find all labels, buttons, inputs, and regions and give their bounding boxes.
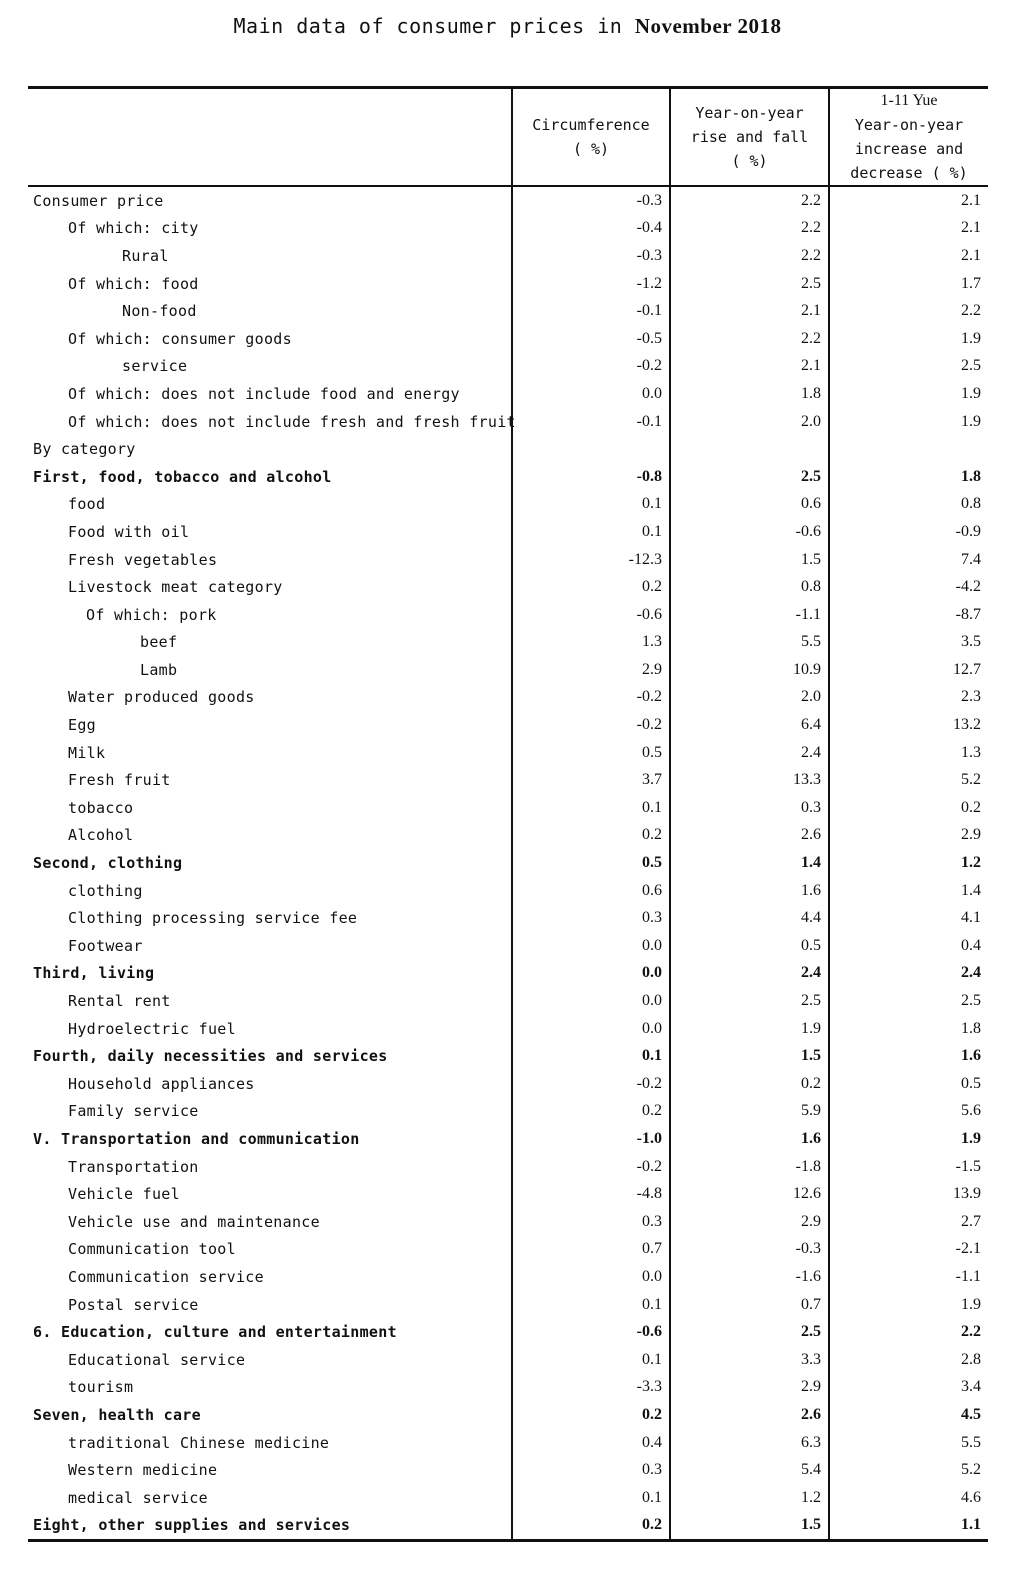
- cell-ytd-year-on-year: 2.3: [829, 684, 988, 712]
- cell-ytd-year-on-year: 5.2: [829, 1456, 988, 1484]
- row-label: food: [68, 495, 106, 514]
- cell-ytd-year-on-year: 1.8: [829, 463, 988, 491]
- cell-month-on-month: 0.3: [512, 1456, 670, 1484]
- cell-month-on-month: -3.3: [512, 1374, 670, 1402]
- row-label: Of which: does not include fresh and fresh fruit: [68, 412, 516, 431]
- cpi-table: [28, 86, 988, 1542]
- row-label: Fourth, daily necessities and services: [33, 1047, 388, 1066]
- cell-ytd-year-on-year: 1.7: [829, 270, 988, 298]
- header-month-on-month: [512, 88, 670, 187]
- row-label: Of which: city: [68, 219, 199, 238]
- row-label: Postal service: [68, 1295, 199, 1314]
- cell-year-on-year: 2.1: [670, 297, 829, 325]
- table-row: [28, 1346, 988, 1374]
- cell-ytd-year-on-year: -1.1: [829, 1263, 988, 1291]
- cell-year-on-year: 2.1: [670, 353, 829, 381]
- row-label: beef: [140, 633, 178, 652]
- cell-year-on-year: 1.6: [670, 877, 829, 905]
- cell-month-on-month: 0.2: [512, 1098, 670, 1126]
- header-line: ( %): [572, 140, 610, 158]
- table-row: [28, 380, 988, 408]
- row-label: Milk: [68, 743, 106, 762]
- cell-month-on-month: 0.1: [512, 491, 670, 519]
- cell-month-on-month: 0.1: [512, 1291, 670, 1319]
- cell-month-on-month: 0.2: [512, 1512, 670, 1541]
- cell-ytd-year-on-year: 2.4: [829, 960, 988, 988]
- cell-year-on-year: 2.2: [670, 186, 829, 215]
- row-label: V. Transportation and communication: [33, 1129, 360, 1148]
- cell-ytd-year-on-year: -0.9: [829, 518, 988, 546]
- cell-ytd-year-on-year: 13.2: [829, 711, 988, 739]
- row-label: tourism: [68, 1378, 134, 1397]
- cell-year-on-year: 2.2: [670, 325, 829, 353]
- cell-year-on-year: 2.4: [670, 739, 829, 767]
- cell-month-on-month: -0.4: [512, 215, 670, 243]
- row-label: Eight, other supplies and services: [28, 1512, 512, 1541]
- row-label: medical service: [68, 1488, 208, 1507]
- header-ytd-year-on-year: [829, 88, 988, 187]
- cell-ytd-year-on-year: 1.9: [829, 380, 988, 408]
- table-row: [28, 435, 988, 463]
- row-label: By category: [33, 440, 136, 459]
- table-row: [28, 1512, 988, 1541]
- cell-ytd-year-on-year: 1.8: [829, 1015, 988, 1043]
- header-line: Year-on-year: [854, 116, 964, 134]
- table-row: [28, 325, 988, 353]
- row-label: service: [122, 357, 188, 376]
- cell-month-on-month: -0.1: [512, 408, 670, 436]
- row-label: clothing: [68, 881, 143, 900]
- cell-year-on-year: [670, 435, 829, 463]
- table-row: [28, 822, 988, 850]
- row-label: Clothing processing service fee: [68, 909, 358, 928]
- cell-ytd-year-on-year: -8.7: [829, 601, 988, 629]
- cell-ytd-year-on-year: 5.2: [829, 766, 988, 794]
- table-header-row: [28, 88, 988, 187]
- cell-ytd-year-on-year: 5.6: [829, 1098, 988, 1126]
- cell-ytd-year-on-year: -1.5: [829, 1153, 988, 1181]
- cell-ytd-year-on-year: 2.2: [829, 297, 988, 325]
- cell-ytd-year-on-year: 1.3: [829, 739, 988, 767]
- cell-ytd-year-on-year: 2.7: [829, 1208, 988, 1236]
- cell-year-on-year: -0.6: [670, 518, 829, 546]
- table-row: [28, 186, 988, 215]
- row-label: Fresh vegetables: [68, 550, 218, 569]
- table-row: [28, 794, 988, 822]
- cell-month-on-month: -0.2: [512, 1153, 670, 1181]
- table-row: [28, 960, 988, 988]
- cell-ytd-year-on-year: 5.5: [829, 1429, 988, 1457]
- table-row: [28, 1291, 988, 1319]
- title-prefix: Main data of consumer prices in: [233, 14, 635, 38]
- row-label: First, food, tobacco and alcohol: [33, 467, 332, 486]
- row-label: Vehicle use and maintenance: [68, 1212, 320, 1231]
- header-line: decrease ( %): [850, 164, 968, 182]
- table-row: [28, 1153, 988, 1181]
- cell-month-on-month: 0.3: [512, 904, 670, 932]
- cell-month-on-month: 0.3: [512, 1208, 670, 1236]
- cell-month-on-month: 0.0: [512, 1263, 670, 1291]
- header-line: 1-11 Yue: [880, 92, 938, 109]
- row-label: Livestock meat category: [68, 578, 283, 597]
- cell-year-on-year: 0.8: [670, 573, 829, 601]
- cell-month-on-month: -4.8: [512, 1180, 670, 1208]
- row-label: Of which: pork: [86, 605, 217, 624]
- cell-year-on-year: 0.3: [670, 794, 829, 822]
- cell-year-on-year: 1.4: [670, 849, 829, 877]
- header-line: increase and: [854, 140, 964, 158]
- cell-month-on-month: -0.2: [512, 684, 670, 712]
- cell-year-on-year: 1.5: [670, 1042, 829, 1070]
- cell-ytd-year-on-year: -2.1: [829, 1236, 988, 1264]
- cell-month-on-month: -0.3: [512, 186, 670, 215]
- row-label: Vehicle fuel: [68, 1185, 180, 1204]
- table-row: [28, 1429, 988, 1457]
- table-row: [28, 629, 988, 657]
- cell-month-on-month: 0.0: [512, 380, 670, 408]
- cell-month-on-month: -0.6: [512, 601, 670, 629]
- cell-ytd-year-on-year: 2.1: [829, 242, 988, 270]
- row-label: Egg: [68, 716, 96, 735]
- cell-year-on-year: 2.9: [670, 1374, 829, 1402]
- row-label: tobacco: [68, 798, 134, 817]
- cell-ytd-year-on-year: -4.2: [829, 573, 988, 601]
- table-row: [28, 877, 988, 905]
- page-title: [0, 14, 1015, 39]
- table-row: [28, 1456, 988, 1484]
- table-row: [28, 1098, 988, 1126]
- row-label: traditional Chinese medicine: [68, 1433, 330, 1452]
- cell-year-on-year: 1.2: [670, 1484, 829, 1512]
- cell-ytd-year-on-year: 0.5: [829, 1070, 988, 1098]
- cell-ytd-year-on-year: 2.5: [829, 353, 988, 381]
- cell-year-on-year: 6.3: [670, 1429, 829, 1457]
- cell-month-on-month: -0.1: [512, 297, 670, 325]
- cell-month-on-month: [512, 435, 670, 463]
- cell-ytd-year-on-year: 0.8: [829, 491, 988, 519]
- cell-year-on-year: 2.0: [670, 408, 829, 436]
- cell-month-on-month: 0.2: [512, 822, 670, 850]
- row-label: Household appliances: [68, 1074, 255, 1093]
- cell-ytd-year-on-year: 4.5: [829, 1401, 988, 1429]
- cell-ytd-year-on-year: 1.4: [829, 877, 988, 905]
- cell-ytd-year-on-year: 1.1: [829, 1512, 988, 1541]
- cpi-table-container: [28, 86, 988, 1542]
- table-row: [28, 711, 988, 739]
- cell-month-on-month: -0.5: [512, 325, 670, 353]
- table-row: [28, 270, 988, 298]
- table-row: [28, 242, 988, 270]
- cell-year-on-year: 3.3: [670, 1346, 829, 1374]
- cell-ytd-year-on-year: 0.2: [829, 794, 988, 822]
- table-row: [28, 1180, 988, 1208]
- cell-ytd-year-on-year: 2.1: [829, 215, 988, 243]
- table-row: [28, 739, 988, 767]
- cell-year-on-year: 0.7: [670, 1291, 829, 1319]
- cell-year-on-year: 5.9: [670, 1098, 829, 1126]
- cell-ytd-year-on-year: 1.9: [829, 1291, 988, 1319]
- cell-month-on-month: 0.5: [512, 849, 670, 877]
- cell-year-on-year: 12.6: [670, 1180, 829, 1208]
- table-row: [28, 546, 988, 574]
- cell-ytd-year-on-year: 12.7: [829, 656, 988, 684]
- cell-month-on-month: 0.5: [512, 739, 670, 767]
- table-row: [28, 491, 988, 519]
- cell-month-on-month: -0.6: [512, 1318, 670, 1346]
- table-row: [28, 1042, 988, 1070]
- table-row: [28, 1318, 988, 1346]
- cell-year-on-year: -1.1: [670, 601, 829, 629]
- row-label: Non-food: [122, 302, 197, 321]
- cell-month-on-month: 3.7: [512, 766, 670, 794]
- cell-year-on-year: 2.5: [670, 463, 829, 491]
- row-label: Hydroelectric fuel: [68, 1019, 236, 1038]
- cell-year-on-year: 2.4: [670, 960, 829, 988]
- cell-ytd-year-on-year: 7.4: [829, 546, 988, 574]
- row-label: Water produced goods: [68, 688, 255, 707]
- cell-ytd-year-on-year: 13.9: [829, 1180, 988, 1208]
- row-label: Of which: consumer goods: [68, 329, 292, 348]
- cell-year-on-year: 5.4: [670, 1456, 829, 1484]
- table-row: [28, 656, 988, 684]
- table-row: [28, 408, 988, 436]
- table-row: [28, 1236, 988, 1264]
- table-row: [28, 1015, 988, 1043]
- cell-month-on-month: 0.6: [512, 877, 670, 905]
- cell-month-on-month: 0.0: [512, 1015, 670, 1043]
- cell-ytd-year-on-year: 3.5: [829, 629, 988, 657]
- cell-year-on-year: 1.6: [670, 1125, 829, 1153]
- cell-month-on-month: 0.2: [512, 1401, 670, 1429]
- cell-year-on-year: -1.8: [670, 1153, 829, 1181]
- row-label: Communication tool: [68, 1240, 236, 1259]
- cell-month-on-month: 0.0: [512, 960, 670, 988]
- row-label: Of which: food: [68, 274, 199, 293]
- table-row: [28, 297, 988, 325]
- table-row: [28, 849, 988, 877]
- cell-ytd-year-on-year: 2.9: [829, 822, 988, 850]
- cell-ytd-year-on-year: 1.9: [829, 325, 988, 353]
- table-row: [28, 987, 988, 1015]
- header-line: Year-on-year: [695, 104, 804, 122]
- row-label: Rental rent: [68, 992, 171, 1011]
- cell-month-on-month: 0.1: [512, 1042, 670, 1070]
- cell-year-on-year: 0.2: [670, 1070, 829, 1098]
- cell-year-on-year: 2.2: [670, 242, 829, 270]
- cell-year-on-year: 4.4: [670, 904, 829, 932]
- row-label: Seven, health care: [33, 1405, 201, 1424]
- row-label: Food with oil: [68, 522, 190, 541]
- row-label: Western medicine: [68, 1461, 218, 1480]
- header-year-on-year: [670, 88, 829, 187]
- cell-month-on-month: -0.2: [512, 1070, 670, 1098]
- cell-month-on-month: -0.3: [512, 242, 670, 270]
- table-row: [28, 1484, 988, 1512]
- cell-year-on-year: 2.0: [670, 684, 829, 712]
- table-row: [28, 463, 988, 491]
- cell-month-on-month: 0.2: [512, 573, 670, 601]
- table-row: [28, 1263, 988, 1291]
- cell-month-on-month: 0.4: [512, 1429, 670, 1457]
- table-row: [28, 1374, 988, 1402]
- cell-year-on-year: 1.8: [670, 380, 829, 408]
- cell-month-on-month: 2.9: [512, 656, 670, 684]
- row-label: Fresh fruit: [68, 771, 171, 790]
- row-label: Rural: [122, 246, 169, 265]
- header-line: Circumference: [532, 116, 650, 134]
- cell-ytd-year-on-year: 2.1: [829, 186, 988, 215]
- cell-year-on-year: 13.3: [670, 766, 829, 794]
- cell-year-on-year: 2.5: [670, 1318, 829, 1346]
- table-row: [28, 1070, 988, 1098]
- cell-month-on-month: 0.1: [512, 1484, 670, 1512]
- table-row: [28, 215, 988, 243]
- cell-ytd-year-on-year: 4.6: [829, 1484, 988, 1512]
- cell-ytd-year-on-year: 2.2: [829, 1318, 988, 1346]
- table-row: [28, 601, 988, 629]
- cell-year-on-year: 0.6: [670, 491, 829, 519]
- cell-month-on-month: -1.0: [512, 1125, 670, 1153]
- cell-year-on-year: -1.6: [670, 1263, 829, 1291]
- cell-month-on-month: 0.1: [512, 518, 670, 546]
- cell-month-on-month: -1.2: [512, 270, 670, 298]
- cell-ytd-year-on-year: [829, 435, 988, 463]
- cell-ytd-year-on-year: 4.1: [829, 904, 988, 932]
- row-label: 6. Education, culture and entertainment: [33, 1323, 397, 1342]
- cell-ytd-year-on-year: 1.2: [829, 849, 988, 877]
- cell-ytd-year-on-year: 2.8: [829, 1346, 988, 1374]
- row-label: Third, living: [33, 964, 155, 983]
- cell-month-on-month: -0.2: [512, 353, 670, 381]
- table-row: [28, 353, 988, 381]
- cell-month-on-month: 0.7: [512, 1236, 670, 1264]
- cell-ytd-year-on-year: 2.5: [829, 987, 988, 1015]
- table-row: [28, 518, 988, 546]
- row-label: Lamb: [140, 660, 178, 679]
- row-label: Transportation: [68, 1157, 199, 1176]
- table-row: [28, 1125, 988, 1153]
- cell-year-on-year: 2.2: [670, 215, 829, 243]
- row-label: Educational service: [68, 1350, 246, 1369]
- table-row: [28, 1401, 988, 1429]
- table-row: [28, 684, 988, 712]
- cell-year-on-year: 0.5: [670, 932, 829, 960]
- cell-year-on-year: 1.5: [670, 1512, 829, 1541]
- row-label: Footwear: [68, 936, 143, 955]
- table-row: [28, 904, 988, 932]
- cell-year-on-year: 5.5: [670, 629, 829, 657]
- row-label: Alcohol: [68, 826, 134, 845]
- cell-month-on-month: 0.1: [512, 794, 670, 822]
- header-line: rise and fall: [690, 128, 809, 146]
- cell-year-on-year: 1.5: [670, 546, 829, 574]
- row-label: Family service: [68, 1102, 199, 1121]
- row-label: Communication service: [68, 1267, 264, 1286]
- cell-year-on-year: 2.6: [670, 1401, 829, 1429]
- cell-year-on-year: 2.5: [670, 987, 829, 1015]
- cell-year-on-year: 2.9: [670, 1208, 829, 1236]
- table-row: [28, 1208, 988, 1236]
- cell-ytd-year-on-year: 1.9: [829, 1125, 988, 1153]
- row-label: Of which: does not include food and energy: [68, 384, 460, 403]
- cell-year-on-year: 10.9: [670, 656, 829, 684]
- cell-year-on-year: 2.6: [670, 822, 829, 850]
- cell-month-on-month: 0.0: [512, 932, 670, 960]
- title-period: November 2018: [634, 14, 782, 38]
- cell-ytd-year-on-year: 3.4: [829, 1374, 988, 1402]
- table-row: [28, 766, 988, 794]
- cell-month-on-month: 0.0: [512, 987, 670, 1015]
- cell-year-on-year: -0.3: [670, 1236, 829, 1264]
- cell-year-on-year: 1.9: [670, 1015, 829, 1043]
- cell-month-on-month: -0.2: [512, 711, 670, 739]
- cell-year-on-year: 6.4: [670, 711, 829, 739]
- table-row: [28, 573, 988, 601]
- cell-month-on-month: 1.3: [512, 629, 670, 657]
- cell-year-on-year: 2.5: [670, 270, 829, 298]
- header-item: [28, 88, 512, 187]
- table-body: [28, 186, 988, 1541]
- cell-month-on-month: -0.8: [512, 463, 670, 491]
- cell-ytd-year-on-year: 1.6: [829, 1042, 988, 1070]
- cell-month-on-month: 0.1: [512, 1346, 670, 1374]
- table-row: [28, 932, 988, 960]
- header-line: ( %): [731, 152, 768, 170]
- cell-month-on-month: -12.3: [512, 546, 670, 574]
- row-label: Second, clothing: [33, 854, 183, 873]
- cell-ytd-year-on-year: 0.4: [829, 932, 988, 960]
- cell-ytd-year-on-year: 1.9: [829, 408, 988, 436]
- row-label: Consumer price: [33, 191, 164, 210]
